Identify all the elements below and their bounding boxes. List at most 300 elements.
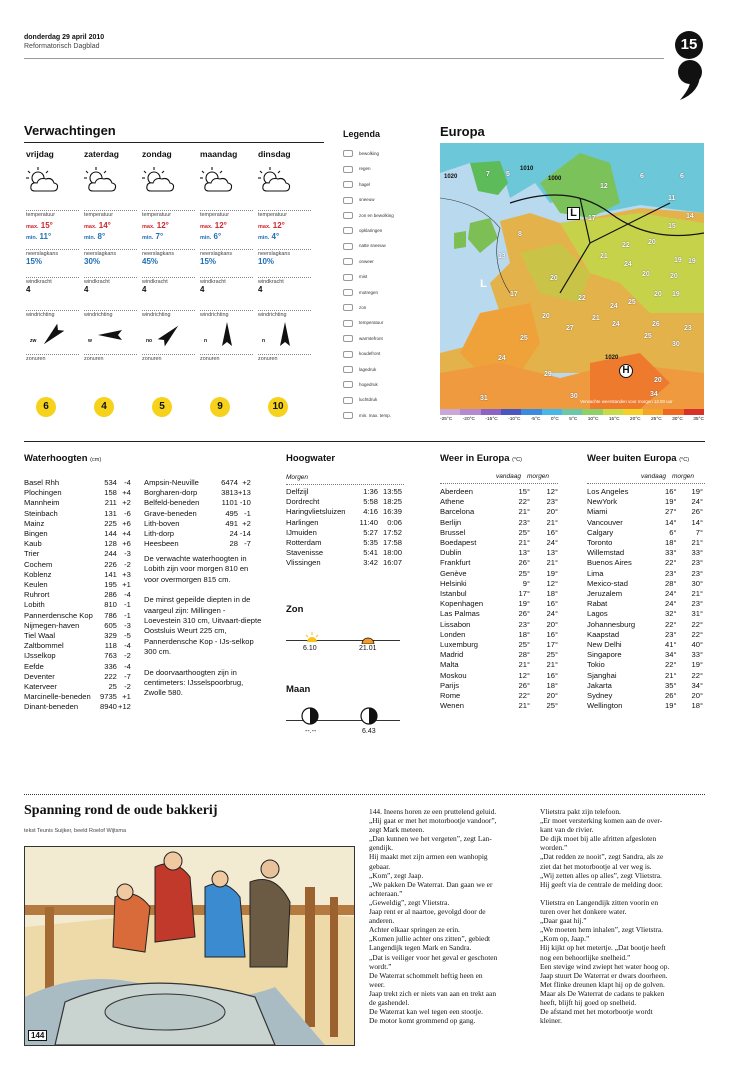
hoogwater-row — [286, 558, 402, 568]
europe-map — [440, 143, 704, 409]
cell-name: Harlingen — [286, 517, 319, 527]
map-temperature: 7 — [486, 171, 490, 178]
cell-value: 26° — [518, 558, 530, 568]
map-caption: Verwachte weerstanden voor morgen 12.00 uur — [580, 399, 673, 404]
cell-value: 0:06 — [387, 517, 402, 527]
cell-value: 20° — [691, 691, 703, 701]
cell-value: -4 — [124, 661, 131, 671]
legend-item — [343, 240, 386, 252]
legend-label: regen — [359, 166, 371, 172]
cell-name: Sjanghai — [587, 670, 617, 680]
weer-buiten-row — [587, 660, 703, 670]
cell-name: Lissabon — [440, 619, 471, 629]
cell-name: Deventer — [24, 671, 55, 681]
legend-label: mist — [359, 274, 368, 280]
comic-panel — [24, 846, 355, 1046]
map-temperature: 20 — [648, 239, 656, 246]
cell-name: Cochem — [24, 559, 53, 569]
comic-text-line: „Dat redden ze nooit”, zegt Sandra, als ze — [540, 852, 664, 862]
max-temp — [26, 221, 79, 232]
cell-value: 18:25 — [382, 497, 402, 507]
cell-value: 25° — [518, 527, 530, 537]
page-number: 15 — [675, 31, 703, 59]
weer-buiten-title-text: Weer buiten Europa — [587, 453, 677, 464]
cell-value: 5:58 — [363, 497, 378, 507]
legend-item — [343, 410, 391, 422]
cell-value: -1 — [124, 610, 131, 620]
cell-name: Jeruzalem — [587, 589, 623, 599]
comic-text-line: worden.” — [540, 843, 568, 853]
cell-value: 41° — [665, 640, 677, 650]
comic-text-line: heeft, blijft hij goed op snelheid. — [540, 997, 637, 1007]
label-precip: neerslagkans — [142, 249, 195, 257]
cell-value: 763 — [104, 651, 117, 661]
comic-text-line: turen over het donkere water. — [540, 907, 627, 917]
cell-value: 33° — [691, 650, 703, 660]
cell-value: -4 — [124, 478, 131, 487]
waterhoogte-row — [144, 539, 251, 549]
label-temperature: temperatuur — [142, 210, 195, 218]
comic-text-line: „Er moet versterking komen aan de over- — [540, 816, 663, 826]
cell-name: Ruhrort — [24, 590, 50, 600]
cell-name: Luxemburg — [440, 640, 478, 650]
cell-name: Aberdeen — [440, 487, 473, 496]
cell-name: Dublin — [440, 548, 462, 558]
cell-value: 12° — [518, 670, 530, 680]
cell-value: 336 — [104, 661, 117, 671]
map-temperature: 14 — [686, 213, 694, 220]
cell-name: Athene — [440, 497, 465, 507]
legend-symbol-icon — [343, 274, 353, 281]
comic-text-col1 — [369, 807, 534, 1025]
weer-buiten-row — [587, 538, 703, 548]
cell-name: Nijmegen-haven — [24, 620, 80, 630]
weer-buiten-row — [587, 620, 703, 630]
legend-symbol-icon — [343, 212, 353, 219]
cell-value: 8940 — [100, 702, 117, 712]
comic-text-line: „Geweldig”, zegt Vlietstra. — [369, 897, 450, 907]
max-temp — [258, 221, 311, 232]
min-prefix: min. — [142, 235, 154, 241]
label-sun-hours: zonuren — [200, 354, 253, 362]
map-temperature: 6 — [640, 173, 644, 180]
map-temperature: 22 — [622, 242, 630, 249]
scale-label: -20°C — [462, 417, 476, 422]
low-pressure-icon: L — [567, 207, 580, 220]
cell-name: Koblenz — [24, 569, 52, 579]
legend-item — [343, 379, 378, 391]
cell-value: -5 — [124, 631, 131, 641]
comic-text-line: Vlietstra en Langendijk zitten voorin en — [540, 897, 659, 907]
cell-name: New Delhi — [587, 640, 622, 650]
scale-label: 10°C — [587, 417, 599, 422]
cell-name: Londen — [440, 629, 466, 639]
max-prefix: max. — [84, 224, 97, 230]
waterhoogte-row — [24, 682, 131, 692]
scale-label: 25°C — [651, 417, 662, 422]
cell-value: 23° — [691, 599, 703, 609]
cell-value: 16° — [546, 527, 558, 537]
cell-name: Tiel Waal — [24, 631, 56, 641]
comic-text-line: kleiner. — [540, 1016, 562, 1026]
cell-name: Berlijn — [440, 517, 462, 527]
waterhoogte-row — [24, 600, 131, 610]
cell-name: Lobith — [24, 600, 45, 610]
cell-value: +1 — [122, 580, 131, 590]
scale-swatch — [603, 409, 623, 415]
cell-value: 5:27 — [363, 527, 378, 537]
map-temperature: 6 — [680, 173, 684, 180]
map-temperature: 29 — [544, 371, 552, 378]
cell-value: 25° — [546, 701, 558, 711]
cell-value: +6 — [122, 518, 131, 528]
comic-text-line: „Komen jullie achter ons zitten”, gebiedt — [369, 934, 491, 944]
weer-buiten-row — [587, 528, 703, 538]
weer-europa-row — [440, 579, 558, 589]
cell-value: 158 — [104, 488, 117, 498]
hoogwater-title: Hoogwater — [286, 453, 336, 464]
partly-cloudy-icon — [258, 159, 311, 209]
cell-name: Helsinki — [440, 578, 467, 588]
legend-label: min. max. temp. — [359, 412, 392, 418]
map-temperature: 13 — [498, 253, 506, 260]
zon-set: 21.01 — [359, 645, 377, 652]
waterhoogte-row — [144, 488, 251, 498]
cell-value: 17:58 — [382, 538, 402, 548]
cell-value: 22° — [665, 619, 677, 629]
cell-value: 21° — [546, 660, 558, 670]
isobar-label: 1000 — [548, 176, 562, 182]
cell-value: 144 — [104, 529, 117, 539]
cell-value: 286 — [104, 590, 117, 600]
legend-symbol-icon — [343, 150, 353, 157]
cell-value: 141 — [104, 569, 117, 579]
cell-value: +13 — [238, 488, 251, 498]
cell-value: 40° — [691, 640, 703, 650]
waterhoogte-row — [24, 692, 131, 702]
cell-value: 24° — [546, 609, 558, 619]
cell-value: 9° — [522, 578, 530, 588]
cell-name: Pannerdensche Kop — [24, 610, 93, 620]
cell-value: 31° — [691, 609, 703, 619]
cell-value: 26° — [665, 691, 677, 701]
wind-direction-arrow-icon — [84, 318, 137, 352]
temperature-scale-labels — [440, 417, 704, 422]
max-prefix: max. — [142, 224, 155, 230]
legend-label: sneeuw — [359, 197, 375, 203]
cell-value: 19° — [691, 487, 703, 496]
scale-swatch — [542, 409, 562, 415]
map-temperature: 19 — [672, 291, 680, 298]
min-value: 11° — [37, 232, 52, 241]
min-value: 4° — [269, 232, 280, 241]
label-wind-force: windkracht — [200, 277, 253, 285]
scale-label: 0°C — [550, 417, 559, 422]
zon-title: Zon — [286, 604, 304, 615]
cell-value: 21° — [518, 507, 530, 517]
waterhoogte-row — [24, 580, 131, 590]
map-temperature: 25 — [628, 299, 636, 306]
cell-value: +4 — [122, 488, 131, 498]
cell-name: Bingen — [24, 529, 48, 539]
cell-name: Singapore — [587, 650, 622, 660]
min-temp — [84, 232, 137, 243]
comma-logo-icon — [674, 58, 704, 100]
cell-name: Lith-boven — [144, 518, 180, 528]
cell-value: 16° — [546, 599, 558, 609]
cell-value: 17° — [518, 589, 530, 599]
label-sun-hours: zonuren — [258, 354, 311, 362]
zon-rise: 6.10 — [303, 645, 317, 652]
cell-name: IJmuiden — [286, 527, 317, 537]
sun-hours-badge: 4 — [94, 397, 114, 417]
waterhoogte-row — [144, 478, 251, 488]
map-temperature: 23 — [684, 325, 692, 332]
cell-name: Lith-dorp — [144, 529, 174, 539]
weer-buiten-rule — [587, 483, 705, 484]
cell-value: 605 — [104, 620, 117, 630]
forecast-day-zaterdag — [84, 149, 137, 412]
cell-value: 21° — [665, 670, 677, 680]
cell-value: 11:40 — [359, 517, 378, 527]
cell-name: Wenen — [440, 701, 464, 711]
min-prefix: min. — [200, 235, 212, 241]
legend-item — [343, 348, 380, 360]
scale-label: 30°C — [672, 417, 683, 422]
cell-value: 18:00 — [382, 548, 402, 558]
label-precip: neerslagkans — [26, 249, 79, 257]
weer-europa-row — [440, 599, 558, 609]
comic-text-line: „Wij zetten alles op alles”, zegt Vlietstra. — [540, 870, 662, 880]
min-temp — [200, 232, 253, 243]
scale-swatch — [663, 409, 683, 415]
cell-name: Boedapest — [440, 538, 477, 548]
weer-buiten-row — [587, 579, 703, 589]
cell-value: 22° — [518, 691, 530, 701]
wind-direction-label: w — [88, 338, 92, 344]
cell-value: 786 — [104, 610, 117, 620]
comic-text-line: De dijk moet bij alle afritten afgesloten — [540, 834, 657, 844]
waterhoogten-title-text: Waterhoogten — [24, 453, 88, 464]
legend-title: Legenda — [343, 129, 381, 139]
cell-value: 23° — [665, 629, 677, 639]
cell-name: Madrid — [440, 650, 464, 660]
comic-text-line: Met flinke dreunen klapt hij op de golven. — [540, 979, 665, 989]
cell-value: 1101 — [221, 498, 238, 508]
weer-buiten-row — [587, 640, 703, 650]
precip-value: 10% — [258, 257, 275, 266]
cell-value: 244 — [104, 549, 117, 559]
sun-hours-badge: 5 — [152, 397, 172, 417]
wind-force-value: 4 — [26, 285, 31, 294]
weer-europa-row — [440, 691, 558, 701]
cell-value: 16° — [665, 487, 677, 496]
waterhoogten-table-right — [144, 478, 251, 549]
header-paper: Reformatorisch Dagblad — [24, 43, 100, 50]
cell-value: 14° — [665, 517, 677, 527]
legend-symbol-icon — [343, 166, 353, 173]
cell-value: 18° — [546, 680, 558, 690]
legend-item — [343, 333, 383, 345]
cell-value: 22° — [691, 619, 703, 629]
scale-swatch — [460, 409, 480, 415]
cell-value: 14° — [691, 517, 703, 527]
cell-value: 12° — [546, 578, 558, 588]
weer-buiten-row — [587, 518, 703, 528]
cell-name: Heesbeen — [144, 539, 179, 549]
map-temperature: 20 — [542, 313, 550, 320]
cell-value: 21° — [518, 538, 530, 548]
cell-value: 1:36 — [363, 487, 378, 496]
label-temperature: temperatuur — [26, 210, 79, 218]
map-temperature: 26 — [652, 321, 660, 328]
low-pressure-icon: L — [480, 278, 487, 290]
cell-name: Dordrecht — [286, 497, 320, 507]
cell-value: +6 — [122, 539, 131, 549]
weer-europa-row — [440, 681, 558, 691]
map-temperature: 24 — [498, 355, 506, 362]
cell-value: -1 — [124, 600, 131, 610]
cell-value: 495 — [225, 508, 238, 518]
map-temperature: 5 — [506, 171, 510, 178]
cell-value: 28 — [229, 539, 238, 549]
isobar-label: 1010 — [520, 166, 534, 172]
legend-item — [343, 194, 375, 206]
cell-value: +2 — [242, 518, 251, 528]
scale-label: 5°C — [569, 417, 578, 422]
cell-value: 7° — [695, 527, 703, 537]
cell-value: 26° — [691, 507, 703, 517]
comic-text-line: de gashendel. — [369, 997, 410, 1007]
forecast-day-maandag — [200, 149, 253, 412]
cell-name: Genève — [440, 568, 467, 578]
max-prefix: max. — [200, 224, 213, 230]
map-temperature: 20 — [654, 291, 662, 298]
legend-label: luchtdruk — [359, 397, 378, 403]
partly-cloudy-icon — [142, 159, 195, 209]
day-name: dinsdag — [258, 149, 291, 159]
legend-item — [343, 163, 371, 175]
cell-value: 16° — [546, 629, 558, 639]
cell-value: 19° — [691, 660, 703, 670]
maan-set: 6.43 — [362, 728, 376, 735]
map-temperature: 20 — [670, 273, 678, 280]
legend-symbol-icon — [343, 243, 353, 250]
cell-value: 13° — [518, 548, 530, 558]
legend-label: koudefront — [359, 351, 381, 357]
scale-swatch — [643, 409, 663, 415]
cell-name: NewYork — [587, 497, 618, 507]
weer-europa-row — [440, 538, 558, 548]
cell-value: 6474 — [221, 478, 238, 487]
cell-value: 35° — [665, 680, 677, 690]
waterhoogte-row — [144, 519, 251, 529]
cell-value: 23° — [691, 558, 703, 568]
label-precip: neerslagkans — [200, 249, 253, 257]
cell-name: Istanbul — [440, 589, 467, 599]
waterhoogte-row — [24, 662, 131, 672]
weer-buiten-col-today: vandaag — [641, 473, 666, 480]
legend-item — [343, 287, 378, 299]
cell-value: 24° — [665, 599, 677, 609]
cell-value: -3 — [124, 549, 131, 559]
scale-label: -10°C — [508, 417, 521, 422]
moon-icon — [301, 707, 319, 730]
weer-europa-col-tomorrow: morgen — [527, 473, 550, 480]
cell-value: 22° — [665, 558, 677, 568]
label-precip: neerslagkans — [84, 249, 137, 257]
weer-europa-row — [440, 609, 558, 619]
waterhoogte-row — [144, 498, 251, 508]
map-temperature: 22 — [578, 295, 586, 302]
cell-name: Steinbach — [24, 508, 58, 518]
cell-name: Calgary — [587, 527, 614, 537]
weer-buiten-title — [587, 453, 689, 464]
cell-name: Dinant-beneden — [24, 702, 79, 712]
waterhoogte-row — [144, 529, 251, 539]
map-temperature: 30 — [672, 341, 680, 348]
cell-value: 18° — [665, 538, 677, 548]
cell-value: 25° — [546, 650, 558, 660]
hoogwater-table — [286, 487, 402, 569]
max-value: 14° — [96, 221, 111, 230]
comic-text-line: Achter elkaar springen ze erin. — [369, 925, 460, 935]
cell-name: Keulen — [24, 580, 48, 590]
day-name: maandag — [200, 149, 238, 159]
weer-buiten-col-tomorrow: morgen — [672, 473, 695, 480]
min-value: 8° — [95, 232, 106, 241]
cell-value: 3813 — [221, 488, 238, 498]
label-wind-dir: windrichting — [84, 310, 137, 318]
max-value: 12° — [212, 221, 227, 230]
hoogwater-subtitle: Morgen — [286, 474, 309, 481]
header-rule — [24, 58, 664, 59]
cell-name: Sydney — [587, 691, 613, 701]
weer-buiten-row — [587, 497, 703, 507]
legend-label: natte sneeuw — [359, 243, 386, 249]
legend-label: temperatuur — [359, 320, 384, 326]
legend-item — [343, 148, 379, 160]
weer-europa-row — [440, 518, 558, 528]
cell-name: Barcelona — [440, 507, 475, 517]
scale-label: -25°C — [440, 417, 453, 422]
comic-text-line: „Hij gaat er met het motorbootje vandoor”, — [369, 816, 497, 826]
comic-credit: tekst Teunis Suijker, beeld Roelof Wijtsma — [24, 828, 126, 834]
precip-value: 15% — [26, 257, 43, 266]
map-temperature: 30 — [570, 393, 578, 400]
waterhoogten-title — [24, 453, 101, 464]
wind-force-value: 4 — [142, 285, 147, 294]
cell-name: Moskou — [440, 670, 467, 680]
europe-title: Europa — [440, 124, 485, 139]
cell-name: Kopenhagen — [440, 599, 484, 609]
map-temperature: 34 — [650, 391, 658, 398]
cell-name: Mannheim — [24, 498, 60, 508]
cell-value: 13:55 — [382, 487, 402, 496]
legend-item — [343, 271, 367, 283]
map-temperature: 11 — [668, 195, 676, 202]
map-temperature: 20 — [654, 377, 662, 384]
max-value: 12° — [154, 221, 169, 230]
legend-symbol-icon — [343, 181, 353, 188]
cell-value: +1 — [122, 692, 131, 702]
max-prefix: max. — [26, 224, 39, 230]
label-sun-hours: zonuren — [84, 354, 137, 362]
cell-value: -2 — [124, 651, 131, 661]
cell-value: 21° — [518, 660, 530, 670]
cell-value: 27° — [665, 507, 677, 517]
comic-illustration — [25, 847, 354, 1045]
